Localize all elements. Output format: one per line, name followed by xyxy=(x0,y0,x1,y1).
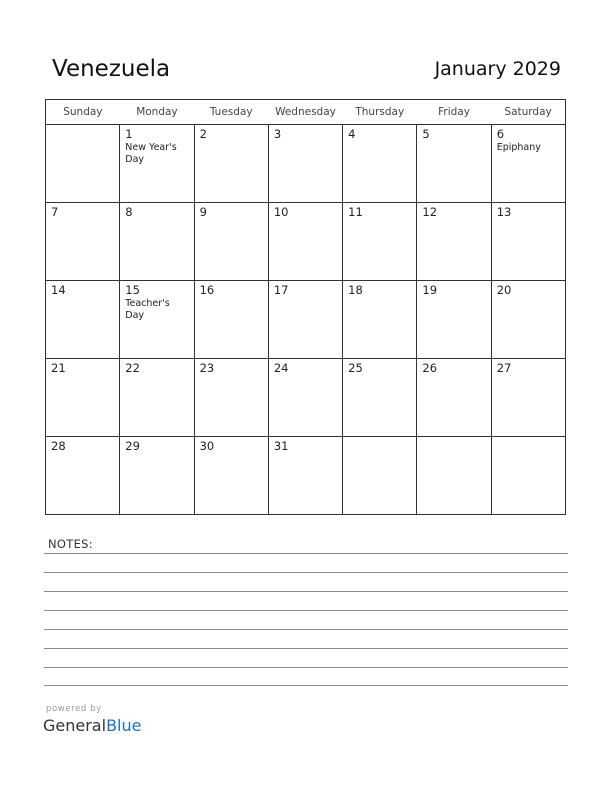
day-number: 3 xyxy=(273,127,282,141)
calendar-week-row xyxy=(46,359,566,437)
day-number: 27 xyxy=(496,361,512,375)
holiday-label: Teacher's Day xyxy=(125,298,170,321)
calendar-grid xyxy=(45,99,566,515)
day-number: 26 xyxy=(422,361,438,375)
day-number: 24 xyxy=(273,361,289,375)
day-cell xyxy=(268,281,342,359)
day-cell xyxy=(46,437,120,515)
day-cell xyxy=(417,359,491,437)
day-cell xyxy=(46,125,120,203)
holiday-label: New Year's Day xyxy=(125,142,177,165)
day-number: 28 xyxy=(51,439,66,453)
day-number: 30 xyxy=(199,439,215,453)
day-cell xyxy=(491,359,565,437)
day-cell xyxy=(343,281,417,359)
weekday-header-row xyxy=(46,100,566,125)
day-number: 8 xyxy=(125,205,133,219)
day-number: 12 xyxy=(422,205,438,219)
note-line xyxy=(44,648,568,649)
day-number: 2 xyxy=(199,127,207,141)
calendar-week-row xyxy=(46,437,566,515)
generalblue-logo[interactable] xyxy=(43,716,141,736)
day-number: 25 xyxy=(348,361,363,375)
day-cell xyxy=(46,359,120,437)
day-number: 13 xyxy=(496,205,512,219)
calendar-week-row xyxy=(46,281,566,359)
day-cell xyxy=(268,203,342,281)
day-cell xyxy=(120,203,194,281)
day-number: 31 xyxy=(273,439,289,453)
note-line xyxy=(44,629,568,630)
day-cell xyxy=(120,281,194,359)
day-number: 7 xyxy=(51,205,59,219)
calendar-body xyxy=(46,125,566,515)
note-line xyxy=(44,591,568,592)
weekday-sunday: Sunday xyxy=(46,100,120,125)
day-number: 29 xyxy=(125,439,140,453)
day-cell xyxy=(194,203,268,281)
day-cell xyxy=(194,359,268,437)
day-cell xyxy=(268,359,342,437)
day-cell xyxy=(491,125,565,203)
day-cell xyxy=(194,281,268,359)
powered-by-text: powered by xyxy=(46,704,102,714)
calendar-week-row xyxy=(46,125,566,203)
day-cell xyxy=(194,437,268,515)
day-number: 6 xyxy=(496,127,505,141)
day-cell xyxy=(417,437,491,515)
day-number: 14 xyxy=(51,283,66,297)
day-cell xyxy=(343,203,417,281)
note-line xyxy=(44,667,568,668)
day-cell xyxy=(343,125,417,203)
note-line xyxy=(44,572,568,573)
day-cell xyxy=(417,203,491,281)
day-number: 18 xyxy=(348,283,363,297)
day-cell xyxy=(417,281,491,359)
note-line xyxy=(44,610,568,611)
day-number: 5 xyxy=(422,127,430,141)
month-year-title: January 2029 xyxy=(434,58,561,80)
day-cell xyxy=(417,125,491,203)
day-number: 1 xyxy=(125,127,133,141)
holiday-label: Epiphany xyxy=(496,142,541,153)
day-number: 4 xyxy=(348,127,356,141)
day-number: 23 xyxy=(199,361,215,375)
weekday-wednesday: Wednesday xyxy=(268,100,342,125)
day-cell xyxy=(491,281,565,359)
day-number: 21 xyxy=(51,361,66,375)
day-number: 11 xyxy=(348,205,363,219)
notes-label: NOTES: xyxy=(48,537,93,551)
brand-general-text: General xyxy=(43,716,107,735)
country-title: Venezuela xyxy=(52,56,171,82)
note-line xyxy=(44,553,568,554)
weekday-monday: Monday xyxy=(120,100,194,125)
brand-blue-text: Blue xyxy=(106,716,142,735)
day-number: 22 xyxy=(125,361,140,375)
day-number: 16 xyxy=(199,283,215,297)
day-cell xyxy=(120,125,194,203)
day-number: 17 xyxy=(273,283,289,297)
calendar-week-row xyxy=(46,203,566,281)
note-line xyxy=(44,685,568,686)
day-cell xyxy=(46,203,120,281)
day-cell xyxy=(194,125,268,203)
weekday-friday: Friday xyxy=(417,100,491,125)
day-number: 20 xyxy=(496,283,512,297)
day-cell xyxy=(120,437,194,515)
day-cell xyxy=(268,437,342,515)
weekday-tuesday: Tuesday xyxy=(194,100,268,125)
day-cell xyxy=(491,203,565,281)
day-number: 15 xyxy=(125,283,140,297)
day-cell xyxy=(120,359,194,437)
weekday-saturday: Saturday xyxy=(491,100,565,125)
day-cell xyxy=(268,125,342,203)
day-cell xyxy=(343,437,417,515)
day-cell xyxy=(46,281,120,359)
day-number: 19 xyxy=(422,283,438,297)
day-cell xyxy=(343,359,417,437)
day-number: 10 xyxy=(273,205,289,219)
day-cell xyxy=(491,437,565,515)
weekday-thursday: Thursday xyxy=(343,100,417,125)
day-number: 9 xyxy=(199,205,207,219)
